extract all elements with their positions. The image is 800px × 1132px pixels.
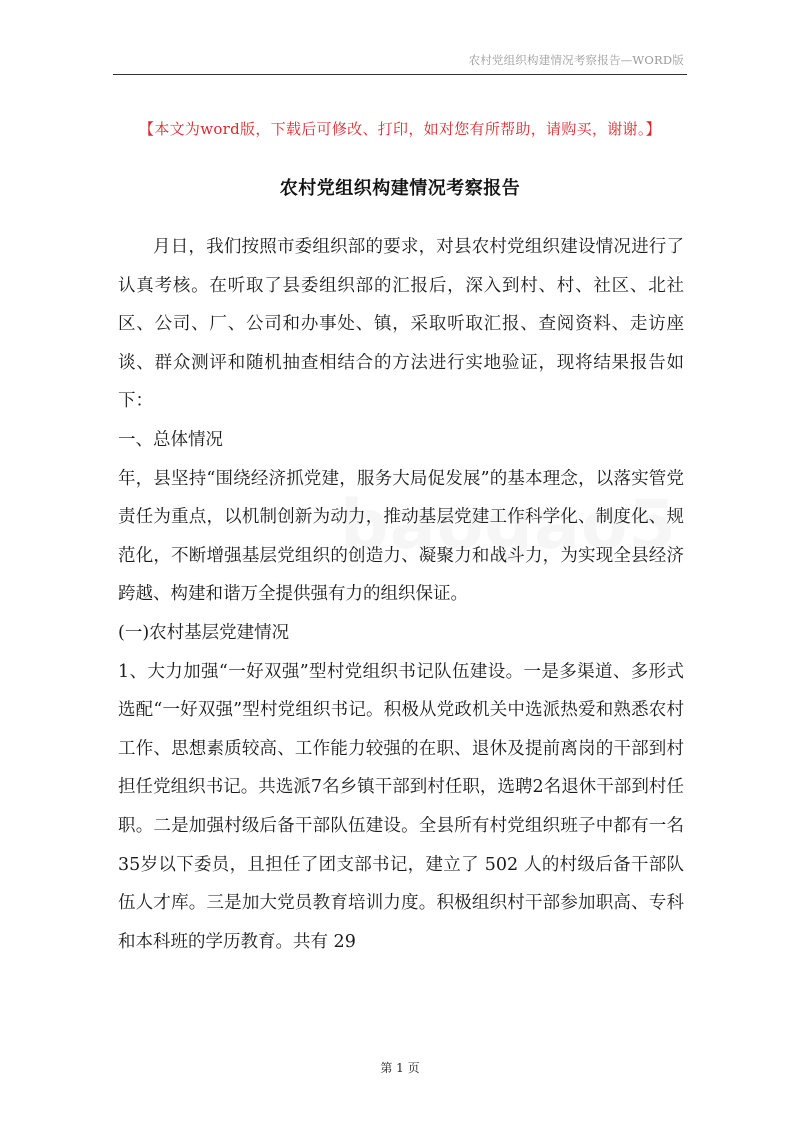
page-title: 农村党组织构建情况考察报告 — [279, 178, 521, 199]
section-heading-overview: 一、总体情况 — [118, 429, 223, 450]
download-notice: 【本文为word版，下载后可修改、打印，如对您有所帮助，请购买，谢谢。】 — [139, 120, 661, 138]
page-number: 第 1 页 — [380, 1061, 420, 1075]
paragraph-intro: 月日，我们按照市委组织部的要求，对县农村党组织建设情况进行了认真考核。在听取了县委组织部的汇报后，深入到村、村、社区、北社区、公司、厂、公司和办事处、镇，采取听取汇报、查阅资料、走访座谈、群众测评和随机抽查相结合的方法进行实地验证，现将结果报告如下： — [118, 237, 684, 412]
subsection-heading-rural: (一)农村基层党建情况 — [118, 622, 290, 643]
paragraph-secretary-team: 1、大力加强“一好双强”型村党组织书记队伍建设。一是多渠道、多形式选配“一好双强”型村党组织书记。积极从党政机关中选派热爱和熟悉农村工作、思想素质较高、工作能力较强的在职、退休及提前离岗的干部到村担任党组织书记。共选派7名乡镇干部到村任职，选聘2名退休干部到村任职。二是加强村级后备干部队伍建设。全县所有村党组织班子中都有一名35岁以下委员，且担任了团支部书记，建立了 502 人的村级后备干部队伍人才库。三是加大党员教育培训力度。积极组织村干部参加职高、专科和本科班的学历教育。共有 29 — [118, 661, 684, 952]
running-header: 农村党组织构建情况考察报告—WORD版 — [468, 53, 684, 67]
document-body — [118, 228, 684, 961]
header-divider — [113, 74, 687, 75]
paragraph-overview: 年，县坚持“围绕经济抓党建，服务大局促发展”的基本理念，以落实管党责任为重点，以机制创新为动力，推动基层党建工作科学化、制度化、规范化，不断增强基层党组织的创造力、凝聚力和战斗力，为实现全县经济跨越、构建和谐万全提供强有力的组织保证。 — [118, 468, 684, 605]
